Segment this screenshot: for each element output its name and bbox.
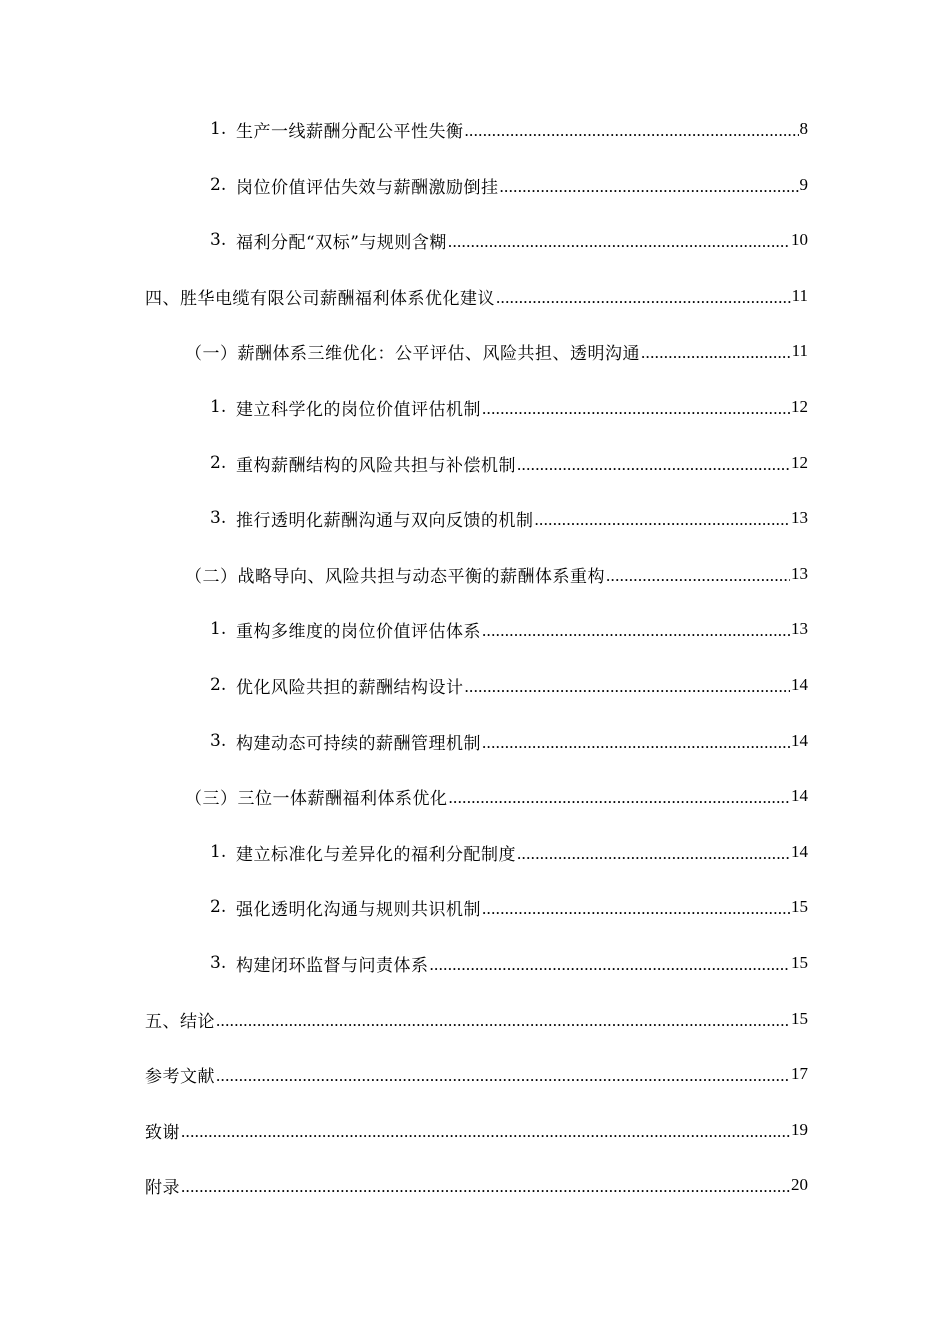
toc-entry[interactable] [185,323,808,379]
toc-entry[interactable] [185,768,808,824]
toc-entry-number: 2. [210,675,227,695]
toc-entry-title: 福利分配“双标”与规则含糊 [236,232,447,253]
toc-entry-title: 岗位价值评估失效与薪酬激励倒挂 [236,177,499,198]
toc-entry[interactable] [210,157,808,213]
toc-entry[interactable] [210,879,808,935]
toc-entry-page: 11 [791,341,808,360]
toc-dot-leader [216,1011,790,1031]
toc-dot-leader [482,621,790,641]
toc-entry-number: 1. [210,619,227,639]
toc-entry-page: 13 [791,508,808,527]
toc-dot-leader [496,288,791,308]
toc-entry[interactable] [210,212,808,268]
toc-dot-leader [181,1122,790,1142]
toc-dot-leader [482,733,790,753]
toc-entry-page: 8 [799,119,808,138]
toc-entry-title: 致谢 [145,1122,180,1143]
toc-entry-number: 3. [210,508,227,528]
toc-dot-leader [500,177,799,197]
toc-entry-title: 重构多维度的岗位价值评估体系 [236,621,481,642]
toc-entry[interactable] [145,1102,808,1158]
toc-dot-leader [606,566,790,586]
toc-dot-leader [482,399,790,419]
toc-entry[interactable] [210,601,808,657]
toc-entry-page: 17 [791,1064,808,1083]
toc-entry-title: 重构薪酬结构的风险共担与补偿机制 [236,455,516,476]
toc-entry-title: 构建闭环监督与问责体系 [236,955,429,976]
toc-entry[interactable] [185,546,808,602]
toc-entry-title: 附录 [145,1177,180,1198]
toc-dot-leader [465,121,799,141]
toc-dot-leader [641,343,791,363]
toc-entry-title: 推行透明化薪酬沟通与双向反馈的机制 [236,510,534,531]
toc-entry-title: （三）三位一体薪酬福利体系优化 [185,788,448,809]
toc-entry-title: 建立科学化的岗位价值评估机制 [236,399,481,420]
toc-entry[interactable] [210,935,808,991]
toc-entry-page: 13 [791,619,808,638]
toc-entry-page: 20 [791,1175,808,1194]
toc-entry[interactable] [210,824,808,880]
toc-entry-page: 14 [791,675,808,694]
toc-entry-title: 五、结论 [145,1011,215,1032]
toc-entry-title: 生产一线薪酬分配公平性失衡 [236,121,464,142]
toc-entry[interactable] [210,101,808,157]
toc-entry-page: 11 [791,286,808,305]
toc-dot-leader [517,455,790,475]
toc-entry-page: 10 [791,230,808,249]
toc-entry-title: 四、胜华电缆有限公司薪酬福利体系优化建议 [145,288,495,309]
toc-dot-leader [482,899,790,919]
toc-entry-page: 12 [791,453,808,472]
toc-entry-title: 构建动态可持续的薪酬管理机制 [236,733,481,754]
toc-dot-leader [517,844,790,864]
toc-entry[interactable] [145,268,808,324]
toc-dot-leader [449,788,791,808]
toc-entry-page: 14 [791,731,808,750]
toc-entry-number: 1. [210,397,227,417]
toc-entry-title: 建立标准化与差异化的福利分配制度 [236,844,516,865]
toc-entry-number: 3. [210,953,227,973]
toc-entry[interactable] [145,1157,808,1213]
toc-entry-page: 9 [799,175,808,194]
toc-dot-leader [448,232,790,252]
toc-entry-page: 13 [791,564,808,583]
toc-entry[interactable] [210,657,808,713]
toc-entry-number: 2. [210,175,227,195]
toc-entry-title: 强化透明化沟通与规则共识机制 [236,899,481,920]
toc-entry[interactable] [145,991,808,1047]
toc-entry-page: 15 [791,953,808,972]
toc-entry-number: 3. [210,230,227,250]
toc-entry[interactable] [145,1046,808,1102]
toc-entry-number: 1. [210,119,227,139]
toc-entry[interactable] [210,435,808,491]
toc-entry-page: 14 [791,842,808,861]
toc-entry-number: 3. [210,731,227,751]
toc-entry-page: 14 [791,786,808,805]
toc-entry[interactable] [210,379,808,435]
toc-entry-title: （二）战略导向、风险共担与动态平衡的薪酬体系重构 [185,566,605,587]
toc-entry-title: 参考文献 [145,1066,215,1087]
toc-entry-number: 2. [210,897,227,917]
toc-dot-leader [535,510,791,530]
toc-entry-number: 1. [210,842,227,862]
toc-entry[interactable] [210,490,808,546]
toc-dot-leader [430,955,791,975]
toc-entry-title: （一）薪酬体系三维优化：公平评估、风险共担、透明沟通 [185,343,640,364]
toc-dot-leader [216,1066,790,1086]
toc-entry-page: 15 [791,897,808,916]
toc-dot-leader [181,1177,790,1197]
toc-entry[interactable] [210,713,808,769]
toc-entry-page: 19 [791,1120,808,1139]
toc-entry-number: 2. [210,453,227,473]
toc-dot-leader [465,677,791,697]
toc-entry-title: 优化风险共担的薪酬结构设计 [236,677,464,698]
toc-entry-page: 15 [791,1009,808,1028]
toc-entry-page: 12 [791,397,808,416]
